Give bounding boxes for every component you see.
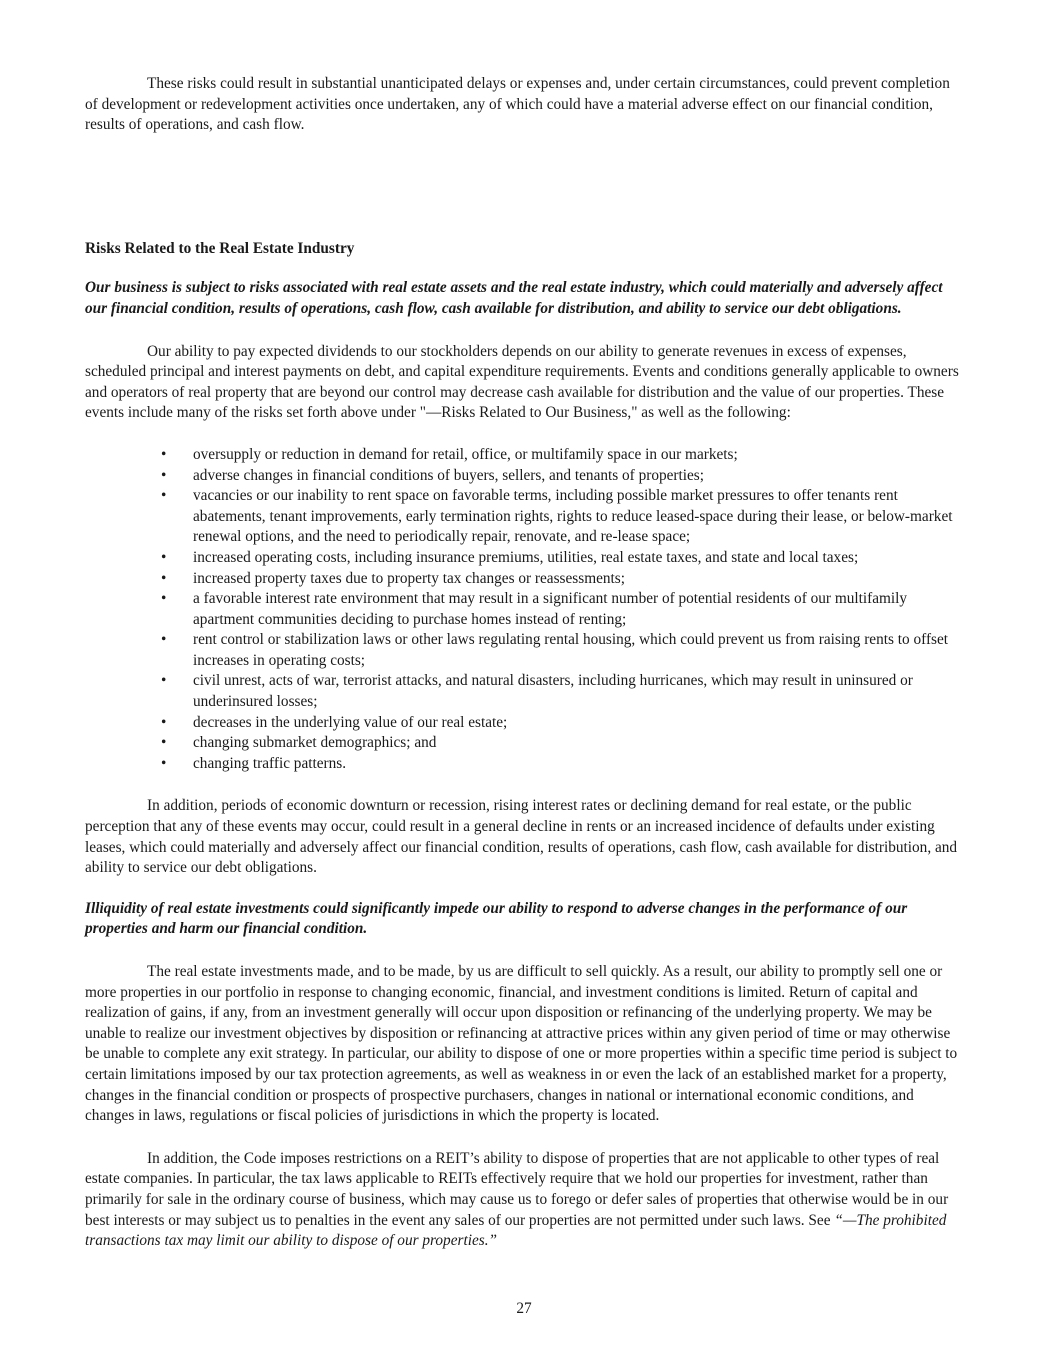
list-item: • vacancies or our inability to rent space on favorable terms, including possible market pressures to offer tenants rent abatements, tenant improvements, early termination rights, rights to reduce leased-space during their lease, or below-market renewal options, and the need to periodically repair, renovate, and re-lease space; — [161, 487, 953, 546]
cross-reference: “—The prohibited transactions tax may limit our ability to dispose of our properties.” — [85, 1211, 947, 1250]
risk1-paragraph-2: In addition, periods of economic downturn or recession, rising interest rates or declining demand for real estate, or the public perception that any of these events may occur, could result in a general decline in rents or an increased incidence of defaults under existing leases, which could materially and adversely affect our financial condition, results of operations, cash flow, cash available for distribution, and ability to service our debt obligations. — [85, 797, 958, 877]
list-item: • increased property taxes due to property tax changes or reassessments; — [85, 569, 963, 590]
bullet-icon: • — [161, 754, 167, 772]
bullet-icon: • — [161, 590, 167, 608]
list-item: • civil unrest, acts of war, terrorist attacks, and natural disasters, including hurricanes, which may result in uninsured or underinsured losses; — [161, 672, 913, 711]
bullet-icon: • — [161, 672, 167, 690]
list-item: • changing submarket demographics; and — [85, 733, 963, 754]
risk1-paragraph-1: Our ability to pay expected dividends to our stockholders depends on our ability to generate revenues in excess of expenses, scheduled principal and interest payments on debt, and capital expenditure requirements. Events and conditions generally applicable to owners and operators of real property that are beyond our control may decrease cash available for distribution and the value of our properties. These events include many of the risks set forth above under "—Risks Related to Our Business," as well as the following: — [85, 342, 959, 422]
list-item: • increased operating costs, including insurance premiums, utilities, real estate taxes, and state and local taxes; — [85, 548, 963, 569]
list-item: • adverse changes in financial conditions of buyers, sellers, and tenants of properties; — [85, 466, 963, 487]
list-item: • rent control or stabilization laws or other laws regulating rental housing, which could prevent us from raising rents to offset increases in operating costs; — [161, 631, 949, 669]
risk-heading-illiquidity: Illiquidity of real estate investments could significantly impede our ability to respond to adverse changes in the performance of our properties and harm our financial condition. — [85, 899, 908, 938]
document-page — [85, 74, 963, 1252]
list-item: • a favorable interest rate environment that may result in a significant number of potential residents of our multifamily apartment communities deciding to purchase homes instead of renting; — [161, 590, 908, 628]
list-item: • oversupply or reduction in demand for retail, office, or multifamily space in our markets; — [85, 445, 963, 466]
intro-paragraph: These risks could result in substantial unanticipated delays or expenses and, under certain circumstances, could prevent completion of development or redevelopment activities once undertaken, any of which could have a material adverse effect on our financial condition, results of operations, and cash flow. — [85, 75, 950, 134]
bullet-icon: • — [161, 548, 167, 566]
risk2-paragraph-1: The real estate investments made, and to be made, by us are difficult to sell quickly. As a result, our ability to promptly sell one or more properties in our portfolio in response to changing economic, financial, and investment conditions is limited. Return of capital and realization of gains, if any, from an investment generally will occur upon disposition or refinancing of the underlying property. We may be unable to realize our investment objectives by disposition or refinancing at attractive prices within any given period of time or may otherwise be unable to complete any exit strategy. In particular, our ability to dispose of one or more properties within a specific time period is subject to certain limitations imposed by our tax protection agreements, as well as weakness in or even the lack of an established market for a property, changes in the financial condition or prospects of prospective purchasers, changes in national or international economic conditions, and changes in laws, regulations or fiscal policies of jurisdictions in which the property is located. — [85, 963, 958, 1125]
bullet-icon: • — [161, 487, 167, 505]
section-heading: Risks Related to the Real Estate Industry — [85, 239, 355, 257]
bullet-icon: • — [161, 713, 167, 731]
bullet-icon: • — [161, 734, 167, 752]
list-item: • changing traffic patterns. — [85, 754, 963, 775]
page-number: 27 — [516, 1300, 532, 1317]
risk-factors-list — [85, 445, 963, 775]
bullet-icon: • — [161, 445, 167, 463]
bullet-icon: • — [161, 569, 167, 587]
bullet-icon: • — [161, 631, 167, 649]
risk-heading-real-estate-assets: Our business is subject to risks associated with real estate assets and the real estate industry, which could materially and adversely affect our financial condition, results of operations, cash flow, cash available for distribution, and ability to service our debt obligations. — [85, 279, 943, 317]
bullet-icon: • — [161, 466, 167, 484]
list-item: • decreases in the underlying value of our real estate; — [85, 713, 963, 734]
risk2-paragraph-2-text: In addition, the Code imposes restrictions on a REIT’s ability to dispose of properties that are not applicable to other types of real estate companies. In particular, the tax laws applicable to REITs effectively require that we hold our properties for investment, rather than primarily for sale in the ordinary course of business, which may cause us to forego or defer sales of properties that otherwise would be in our best interests or may subject us to penalties in the event any sales of our properties are not permitted under such laws. See — [85, 1149, 949, 1229]
risk2-paragraph-2 — [85, 1149, 963, 1252]
